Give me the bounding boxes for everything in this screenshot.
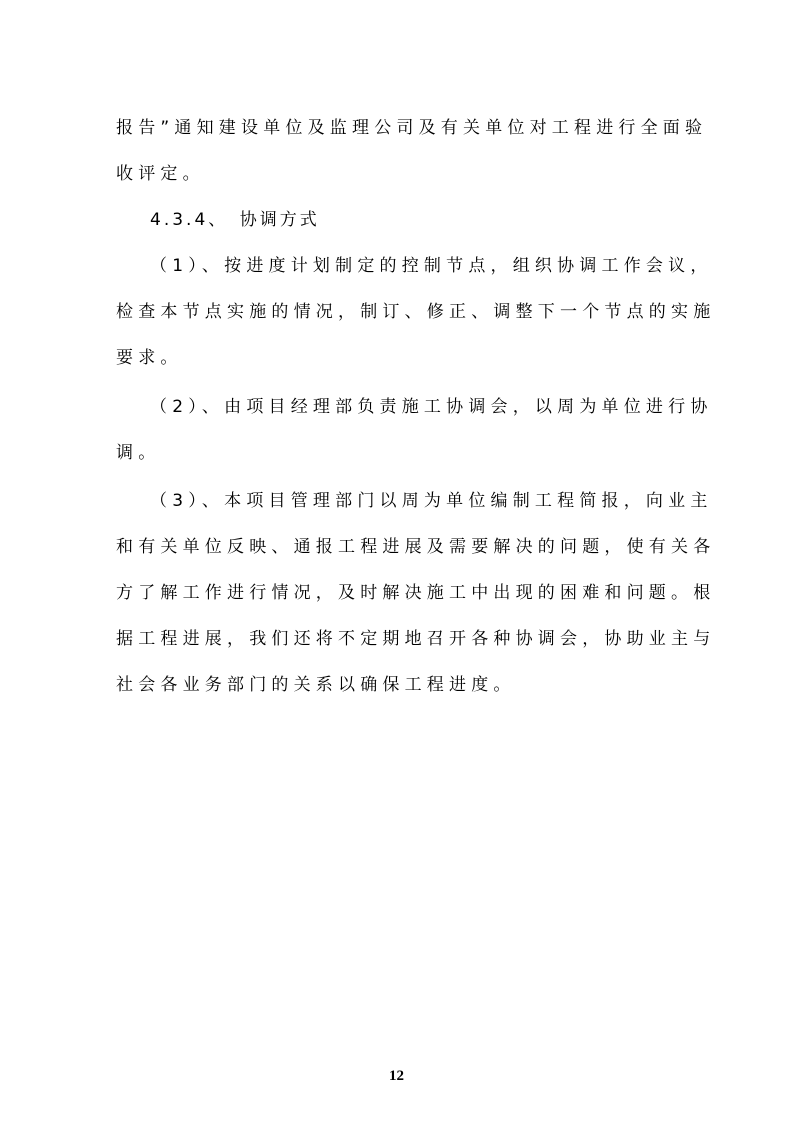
section-heading: 4.3.4、 协调方式 bbox=[150, 210, 320, 230]
item1-line-2: 检查本节点实施的情况，制订、修正、调整下一个节点的实施 bbox=[116, 302, 716, 322]
item2-line-1: （2）、由项目经理部负责施工协调会，以周为单位进行协 bbox=[150, 397, 713, 417]
item3-line-5: 社会各业务部门的关系以确保工程进度。 bbox=[116, 675, 516, 695]
item1-line-3: 要求。 bbox=[116, 348, 183, 368]
continuation-line-2: 收评定。 bbox=[116, 164, 205, 184]
item3-line-2: 和有关单位反映、通报工程进展及需要解决的问题，使有关各 bbox=[116, 537, 716, 557]
item1-line-1: （1）、按进度计划制定的控制节点，组织协调工作会议， bbox=[150, 256, 713, 276]
page-number: 12 bbox=[389, 1068, 404, 1084]
item3-line-4: 据工程进展，我们还将不定期地召开各种协调会，协助业主与 bbox=[116, 629, 716, 649]
continuation-line-1: 报告”通知建设单位及监理公司及有关单位对工程进行全面验 bbox=[116, 118, 708, 138]
item3-line-3: 方了解工作进行情况，及时解决施工中出现的困难和问题。根 bbox=[116, 583, 716, 603]
item3-line-1: （3）、本项目管理部门以周为单位编制工程简报，向业主 bbox=[150, 491, 713, 511]
item2-line-2: 调。 bbox=[116, 443, 161, 463]
